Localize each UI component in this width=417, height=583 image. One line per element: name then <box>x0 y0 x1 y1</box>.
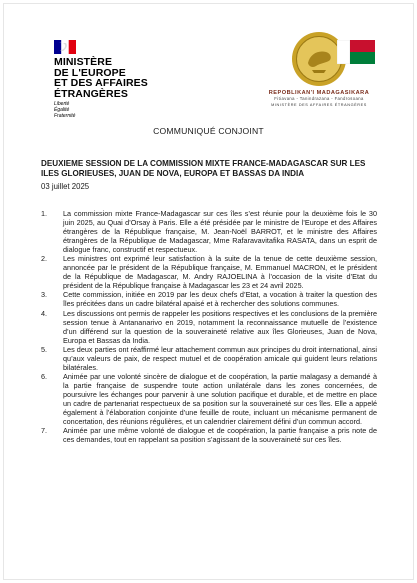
item-number: 3. <box>41 290 48 300</box>
motto-line: Liberté <box>54 101 70 107</box>
ministry-name <box>54 57 148 99</box>
list-item <box>41 426 377 444</box>
republic-motto <box>54 102 148 119</box>
madagascar-flag-icon <box>337 40 375 64</box>
madagascar-motto: Fitiavana - Tanindrazana - Fandrosoana <box>274 96 364 101</box>
list-item <box>41 254 377 290</box>
item-text: La commission mixte France-Madagascar sur ces îles s’est réunie pour la deuxième fois le 30 juin 2025, au Quai d’Orsay à Paris. Elle a été présidée par le ministre de l’Europe et des Affaires étrangères de la République française, M. Jean-Noël BARROT, et le ministre des Affaires étrangères de la République de Madagascar, Mme Rafaravavitafika RASATA, dans un esprit de dialogue franc, constructif et respectueux. <box>63 209 377 255</box>
item-number: 1. <box>41 209 48 218</box>
ministry-line: DE L'EUROPE <box>54 66 126 79</box>
item-number: 6. <box>41 371 48 381</box>
communique-title: COMMUNIQUÉ CONJOINT <box>153 126 264 136</box>
list-item <box>41 209 377 254</box>
madagascar-name: REPOBLIKAN'I MADAGASIKARA <box>268 90 370 96</box>
item-number: 2. <box>41 254 48 264</box>
item-text: Les discussions ont permis de rappeler les positions respectives et les conclusions de la première session tenue à Antananarivo en 2019, notamment la reconnaissance mutuelle de l’existence d’un différend sur la question de la souveraineté relative aux îles Glorieuses, Juan de Nova, Europa et Bassas da India. <box>63 308 377 345</box>
numbered-list <box>41 209 377 444</box>
marianne-flag-icon <box>54 40 76 54</box>
list-item <box>41 372 377 426</box>
list-item <box>41 309 377 345</box>
document-page <box>4 4 413 579</box>
item-number: 5. <box>41 344 48 354</box>
list-item <box>41 290 377 308</box>
item-number: 7. <box>41 426 48 436</box>
ministry-line: ET DES AFFAIRES <box>54 77 148 89</box>
item-text: Animée par une volonté sincère de dialogue et de coopération, la partie malagasy a demandé à la partie française de suspendre toute action unilatérale dans les zones concernées, de poursuivre les échanges pour parvenir à une solution pacifique et durable, et de mettre en place un cadre de partenariat respectueux de sa position sur la souveraineté sur ces îles. Elle a appelé également à l’élaboration conjointe d’une feuille de route, incluant un mécanisme permanent de concertation, des réunions régulières, et un calendrier clairement défini d’un commun accord. <box>63 371 377 427</box>
document-date: 03 juillet 2025 <box>41 182 90 191</box>
ministry-line: MINISTÈRE <box>54 56 113 68</box>
item-text: Animée par une même volonté de dialogue et de coopération, la partie française a pris note de ces demandes, tout en rappelant sa position s’agissant de la souveraineté sur ces îles. <box>63 426 377 445</box>
document-heading: DEUXIEME SESSION DE LA COMMISSION MIXTE FRANCE-MADAGASCAR SUR LES ILES GLORIEUSES, JUAN DE NOVA, EUROPA ET BASSAS DA INDIA <box>41 159 366 179</box>
french-ministry-logo <box>54 40 148 119</box>
item-text: Les deux parties ont réaffirmé leur attachement commun aux principes du droit international, ainsi qu’aux valeurs de paix, de respect mutuel et de coopération amicale qui guident leurs relations bilatérales. <box>63 344 377 372</box>
motto-line: Égalité <box>54 106 70 113</box>
madagascar-ministry: MINISTÈRE DES AFFAIRES ÉTRANGÈRES <box>271 103 367 107</box>
item-number: 4. <box>41 308 48 318</box>
list-item <box>41 345 377 372</box>
item-text: Les ministres ont exprimé leur satisfaction à la suite de la tenue de cette deuxième session, annoncée par le président de la République française, M. Emmanuel MACRON, et le président de la République de Madagascar, M. Andry RAJOELINA à l’occasion de la visite d’Etat du président de la République française à Madagascar les 23 et 24 avril 2025. <box>63 254 377 291</box>
item-text: Cette commission, initiée en 2019 par les deux chefs d’Etat, a vocation à traiter la question des îles précitées dans un cadre bilatéral apaisé et à rechercher des solutions communes. <box>63 290 377 309</box>
ministry-line: ÉTRANGÈRES <box>54 87 128 100</box>
madagascar-ministry-logo <box>259 30 379 107</box>
motto-line: Fraternité <box>54 112 76 119</box>
